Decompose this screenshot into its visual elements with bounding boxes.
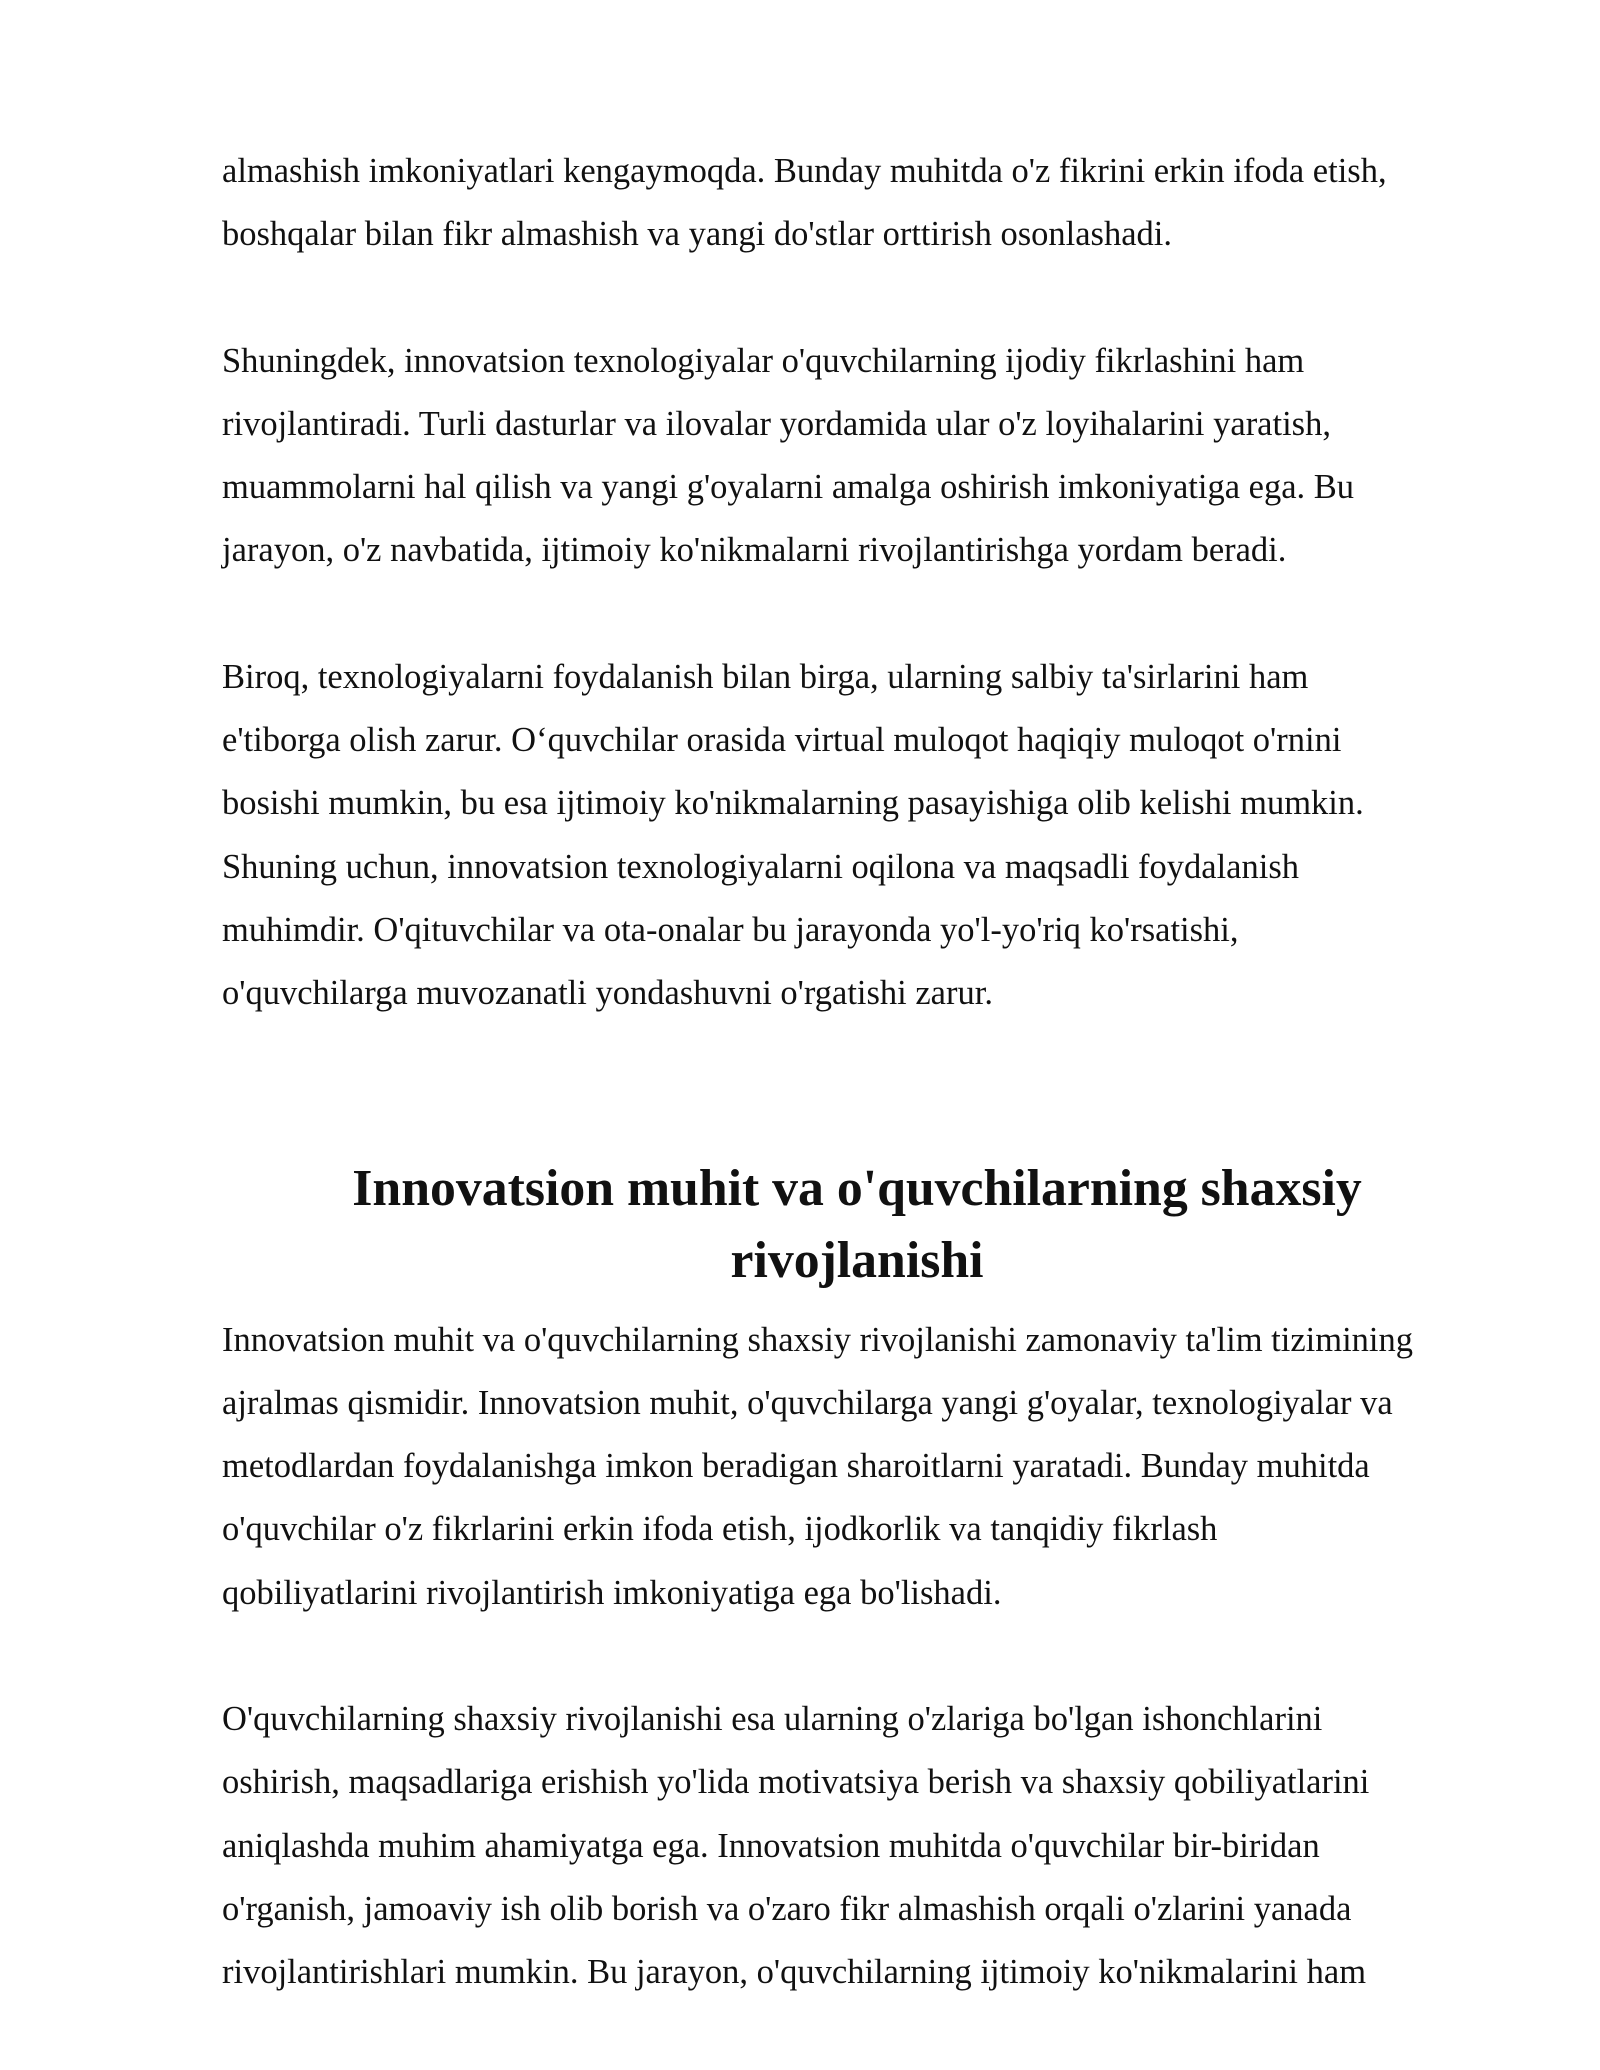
text-line: bosishi mumkin, bu esa ijtimoiy ko'nikmalarning pasayishiga olib kelishi mumkin. (222, 784, 1364, 823)
text-line: rivojlantirishlari mumkin. Bu jarayon, o'quvchilarning ijtimoiy ko'nikmalarini ham (222, 1953, 1367, 1992)
text-line: qobiliyatlarini rivojlantirish imkoniyatiga ega bo'lishadi. (222, 1573, 1002, 1612)
text-line: Biroq, texnologiyalarni foydalanish bilan birga, ularning salbiy ta'sirlarini ham (222, 657, 1309, 696)
text-line: ajralmas qismidir. Innovatsion muhit, o'quvchilarga yangi g'oyalar, texnologiyalar va (222, 1383, 1393, 1422)
text-line: e'tiborga olish zarur. O‘quvchilar orasida virtual muloqot haqiqiy muloqot o'rnini (222, 721, 1342, 760)
text-line: muammolarni hal qilish va yangi g'oyalarni amalga oshirish imkoniyatiga ega. Bu (222, 468, 1355, 507)
text-line: muhimdir. O'qituvchilar va ota-onalar bu jarayonda yo'l-yo'riq ko'rsatishi, (222, 910, 1239, 949)
text-line: boshqalar bilan fikr almashish va yangi do'stlar orttirish osonlashadi. (222, 215, 1172, 254)
section-heading: Innovatsion muhit va o'quvchilarning shaxsiy rivojlanishi (352, 1159, 1362, 1289)
text-line: almashish imkoniyatlari kengaymoqda. Bunday muhitda o'z fikrini erkin ifoda etish, (222, 152, 1387, 190)
document-body (222, 140, 1522, 2005)
text-line: aniqlashda muhim ahamiyatga ega. Innovatsion muhitda o'quvchilar bir-biridan (222, 1826, 1320, 1865)
paragraph (222, 1309, 1522, 1625)
text-line: jarayon, o'z navbatida, ijtimoiy ko'nikmalarni rivojlantirishga yordam beradi. (222, 531, 1287, 570)
paragraph (222, 646, 1522, 1026)
paragraph (222, 140, 1522, 267)
text-line: metodlardan foydalanishga imkon beradigan sharoitlarni yaratadi. Bunday muhitda (222, 1447, 1370, 1486)
paragraph (222, 1688, 1522, 2004)
paragraph (222, 330, 1522, 583)
text-line: Shuningdek, innovatsion texnologiyalar o'quvchilarning ijodiy fikrlashini ham (222, 341, 1305, 380)
text-line: O'quvchilarning shaxsiy rivojlanishi esa ularning o'zlariga bo'lgan ishonchlarini (222, 1700, 1323, 1739)
text-line: Innovatsion muhit va o'quvchilarning shaxsiy rivojlanishi zamonaviy ta'lim tizimining (222, 1320, 1414, 1359)
text-line: o'quvchilar o'z fikrlarini erkin ifoda etish, ijodkorlik va tanqidiy fikrlash (222, 1510, 1218, 1549)
text-line: rivojlantiradi. Turli dasturlar va ilovalar yordamida ular o'z loyihalarini yaratish, (222, 404, 1331, 443)
text-line: o'quvchilarga muvozanatli yondashuvni o'rgatishi zarur. (222, 974, 993, 1013)
text-line: Shuning uchun, innovatsion texnologiyalarni oqilona va maqsadli foydalanish (222, 847, 1299, 886)
text-line: oshirish, maqsadlariga erishish yo'lida motivatsiya berish va shaxsiy qobiliyatlarini (222, 1763, 1370, 1802)
text-line: o'rganish, jamoaviy ish olib borish va o'zaro fikr almashish orqali o'zlarini yanada (222, 1889, 1352, 1928)
